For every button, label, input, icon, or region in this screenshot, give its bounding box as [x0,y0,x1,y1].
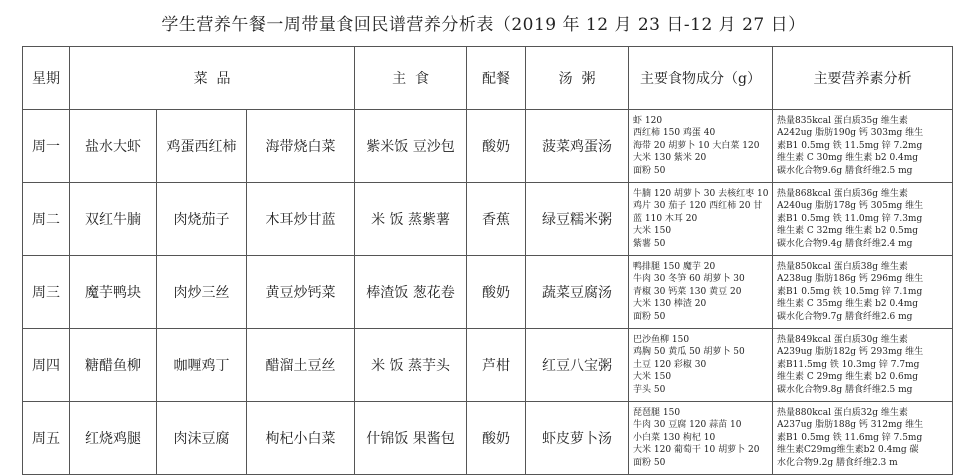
nutrition-line: A242ug 脂肪190g 钙 303mg 维生 [777,128,924,139]
ingredients-cell [629,110,773,183]
ingredient-line: 牛肉 30 冬笋 60 胡萝卜 30 [633,274,745,285]
soup-cell: 蔬菜豆腐汤 [526,256,629,329]
ingredients-cell [629,329,773,402]
ingredient-line: 鸡片 30 茄子 120 西红柿 20 甘 [633,201,763,212]
header-staple: 主 食 [355,47,467,110]
ingredient-line: 大米 120 葡萄干 10 胡萝卜 20 [633,445,760,456]
ingredient-line: 大米 130 棒渣 20 [633,299,707,310]
header-nutrition: 主要营养素分析 [773,47,953,110]
ingredient-line: 牛肉 30 豆腐 120 蒜苗 10 [633,420,742,431]
ingredients-cell [629,183,773,256]
staple-cell: 什锦饭 果酱包 [355,402,467,475]
dish-cell: 醋溜土豆丝 [247,329,355,402]
staple-cell: 米 饭 蒸紫薯 [355,183,467,256]
dish-cell: 海带烧白菜 [247,110,355,183]
dish-cell: 糖醋鱼柳 [70,329,157,402]
ingredient-line: 西红柿 150 鸡蛋 40 [633,128,716,139]
ingredient-line: 大米 150 [633,226,672,237]
side-cell: 芦柑 [467,329,526,402]
ingredient-line: 牛腩 120 胡萝卜 30 去核红枣 10 [633,188,769,199]
ingredients-cell [629,402,773,475]
ingredient-line: 大米 150 [633,372,672,383]
ingredient-line: 蓝 110 木耳 20 [633,213,698,224]
header-row [23,47,953,110]
ingredient-line: 鸡胸 50 黄瓜 50 胡萝卜 50 [633,347,745,358]
header-side: 配餐 [467,47,526,110]
nutrition-line: 素B1 0.5mg 铁 11.0mg 锌 7.3mg [777,213,923,224]
side-cell: 酸奶 [467,256,526,329]
dish-cell: 魔芋鸭块 [70,256,157,329]
dish-cell: 红烧鸡腿 [70,402,157,475]
dish-cell: 肉炒三丝 [157,256,247,329]
nutrition-line: 热量868kcal 蛋白质36g 维生素 [777,188,908,199]
staple-cell: 米 饭 蒸芋头 [355,329,467,402]
day-cell: 周三 [23,256,70,329]
ingredient-line: 青椒 30 钙菜 130 黄豆 20 [633,286,742,297]
nutrition-line: 维生素 C 29mg 维生素 b2 0.6mg [777,372,919,383]
page-title: 学生营养午餐一周带量食回民谱营养分析表（2019 年 12 月 23 日-12 月 27 日） [161,15,806,35]
dish-cell: 双红牛腩 [70,183,157,256]
dish-cell: 黄豆炒钙菜 [247,256,355,329]
nutrition-line: A240ug 脂肪178g 钙 305mg 维生 [777,201,924,212]
nutrition-line: 素B1 0.5mg 铁 10.5mg 锌 7.1mg [777,286,923,297]
ingredient-line: 面粉 50 [633,311,666,322]
menu-table [22,46,953,475]
nutrition-cell [773,256,953,329]
nutrition-line: 维生素C29mg维生素b2 0.4mg 碳 [777,445,919,456]
nutrition-line: 碳水化合物9.8g 膳食纤维2.5 mg [777,384,913,395]
nutrition-line: 素B1 0.5mg 铁 11.6mg 锌 7.5mg [777,432,923,443]
nutrition-cell [773,183,953,256]
day-cell: 周二 [23,183,70,256]
header-day: 星期 [23,47,70,110]
nutrition-line: A238ug 脂肪186g 钙 296mg 维生 [777,274,924,285]
table-row [23,256,953,329]
nutrition-line: 素B1 0.5mg 铁 11.5mg 锌 7.2mg [777,140,923,151]
nutrition-line: 热量850kcal 蛋白质38g 维生素 [777,261,908,272]
table-row [23,110,953,183]
nutrition-line: 维生素 C 35mg 维生素 b2 0.4mg [777,299,919,310]
day-cell: 周五 [23,402,70,475]
nutrition-line: 热量880kcal 蛋白质32g 维生素 [777,407,908,418]
ingredients-cell [629,256,773,329]
nutrition-line: 水化合物9.2g 膳食纤维2.3 m [777,457,898,468]
ingredient-line: 土豆 120 彩椒 30 [633,359,707,370]
soup-cell: 红豆八宝粥 [526,329,629,402]
ingredient-line: 紫薯 50 [633,238,666,249]
header-ingredients: 主要食物成分（g） [629,47,773,110]
soup-cell: 绿豆糯米粥 [526,183,629,256]
staple-cell: 紫米饭 豆沙包 [355,110,467,183]
dish-cell: 鸡蛋西红柿 [157,110,247,183]
dish-cell: 木耳炒甘蓝 [247,183,355,256]
nutrition-line: 热量849kcal 蛋白质30g 维生素 [777,334,908,345]
header-dishes: 菜 品 [70,47,355,110]
ingredient-line: 大米 130 紫米 20 [633,153,707,164]
ingredient-line: 虾 120 [633,115,663,126]
dish-cell: 枸杞小白菜 [247,402,355,475]
nutrition-line: 热量835kcal 蛋白质35g 维生素 [777,115,908,126]
ingredient-line: 小白菜 130 枸杞 10 [633,432,716,443]
side-cell: 香蕉 [467,183,526,256]
ingredient-line: 面粉 50 [633,457,666,468]
nutrition-cell [773,110,953,183]
dish-cell: 肉烧茄子 [157,183,247,256]
nutrition-line: A239ug 脂肪182g 钙 293mg 维生 [777,347,924,358]
day-cell: 周四 [23,329,70,402]
nutrition-line: 维生素 C 30mg 维生素 b2 0.4mg [777,153,919,164]
side-cell: 酸奶 [467,402,526,475]
ingredient-line: 芋头 50 [633,384,666,395]
dish-cell: 盐水大虾 [70,110,157,183]
nutrition-cell [773,329,953,402]
ingredient-line: 鸭排腿 150 魔芋 20 [633,261,716,272]
ingredient-line: 巴沙鱼柳 150 [633,334,690,345]
nutrition-line: 维生素 C 32mg 维生素 b2 0.5mg [777,226,919,237]
dish-cell: 肉沫豆腐 [157,402,247,475]
staple-cell: 棒渣饭 葱花卷 [355,256,467,329]
nutrition-line: 碳水化合物9.6g 膳食纤维2.5 mg [777,165,913,176]
nutrition-cell [773,402,953,475]
ingredient-line: 面粉 50 [633,165,666,176]
nutrition-line: 碳水化合物9.7g 膳食纤维2.6 mg [777,311,913,322]
ingredient-line: 海带 20 胡萝卜 10 大白菜 120 [633,140,760,151]
soup-cell: 虾皮萝卜汤 [526,402,629,475]
header-soup: 汤 粥 [526,47,629,110]
nutrition-line: A237ug 脂肪188g 钙 312mg 维生 [777,420,924,431]
table-row [23,183,953,256]
soup-cell: 菠菜鸡蛋汤 [526,110,629,183]
table-row [23,329,953,402]
nutrition-line: 碳水化合物9.4g 膳食纤维2.4 mg [777,238,913,249]
nutrition-line: 素B11.5mg 铁 10.3mg 锌 7.7mg [777,359,920,370]
dish-cell: 咖喱鸡丁 [157,329,247,402]
table-row [23,402,953,475]
day-cell: 周一 [23,110,70,183]
ingredient-line: 琵琶腿 150 [633,407,681,418]
side-cell: 酸奶 [467,110,526,183]
